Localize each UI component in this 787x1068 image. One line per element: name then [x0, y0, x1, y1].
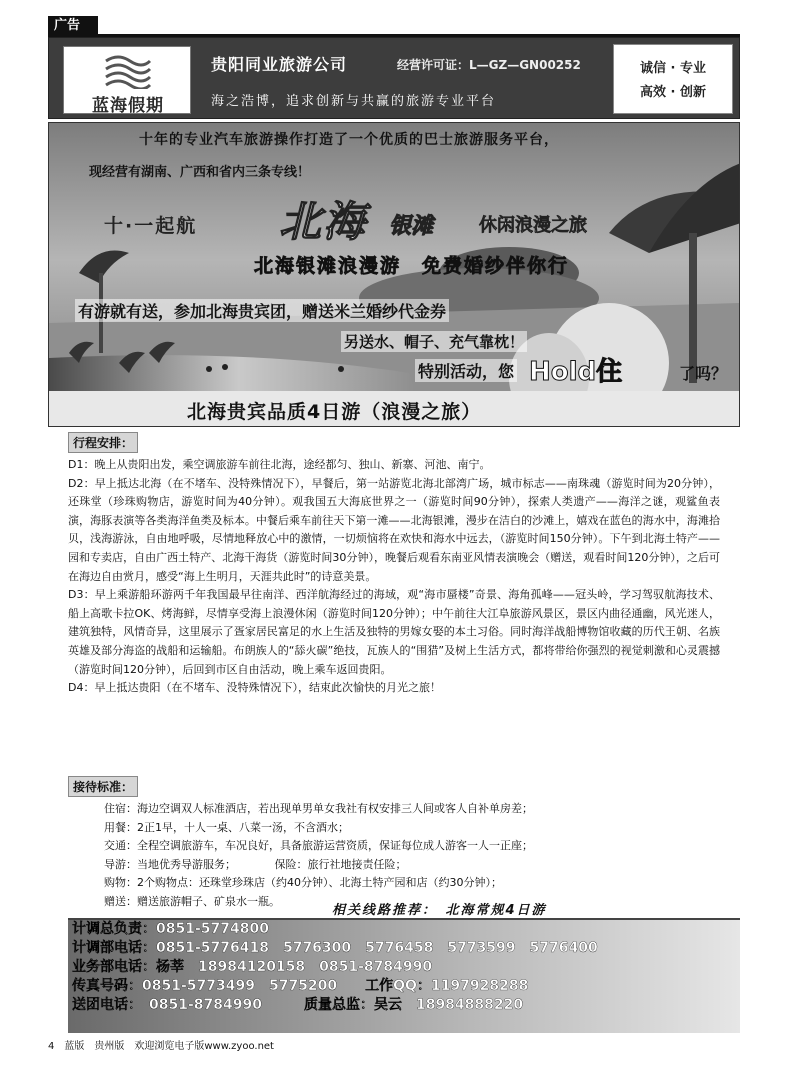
company-slogan: 海之浩博，追求创新与共赢的旅游专业平台 [211, 94, 497, 109]
contact-line: 送团电话： 0851-8784990 质量总监：吴云 18984888220 [72, 997, 524, 1013]
itinerary-section [68, 432, 720, 698]
standard-item: 用餐：2正1早，十人一桌、八菜一汤，不含酒水； [104, 820, 349, 834]
title-leisure: 休闲浪漫之旅 [479, 215, 587, 236]
itinerary-day: D1：晚上从贵阳出发，乘空调旅游车前往北海，途经都匀、独山、新寨、河池、南宁。 [68, 458, 491, 471]
question-text: 了吗？ [679, 364, 728, 383]
promo-headline: 北海银滩浪漫游 免费婚纱伴你行 [254, 255, 570, 277]
wave-logo-icon [104, 53, 152, 89]
free-gift-text: 有游就有送，参加北海贵宾团，赠送米兰婚纱代金券 [75, 299, 449, 322]
intro-line: 现经营有湖南、广西和省内三条专线！ [89, 165, 311, 180]
section-label: 接待标准： [68, 776, 138, 797]
standards-section [68, 776, 720, 911]
hold-text: Hold住 [529, 357, 623, 387]
logo-text: 蓝海假期 [92, 96, 164, 116]
product-title: 北海贵宾品质4日游（浪漫之旅） [187, 401, 482, 423]
title-silver-beach: 银滩 [389, 214, 434, 239]
standard-item: 购物：2个购物点：还珠堂珍珠店（约40分钟）、北海土特产园和店（约30分钟）； [104, 876, 502, 889]
standard-item: 住宿：海边空调双人标准酒店，若出现单男单女我社有权安排三人间或客人自补单房差； [104, 802, 533, 815]
special-event-text: 特别活动，您 [415, 359, 517, 382]
related-route: 相关线路推荐： 北海常规4日游 [332, 903, 547, 918]
contact-panel [68, 918, 740, 1033]
contact-line: 传真号码：0851-5773499 5775200 工作QQ：1197928288 [72, 978, 529, 994]
contact-line: 业务部电话：杨莘 18984120158 0851-8784990 [72, 959, 433, 975]
motto-line: 诚信 · 专业 [640, 61, 706, 76]
standard-item: 赠送：赠送旅游帽子、矿泉水一瓶。 [104, 894, 280, 908]
company-logo [63, 46, 191, 114]
contact-line: 计调总负责：0851-5774800 [72, 921, 269, 937]
license-number: 经营许可证：L—GZ—GN00252 [397, 58, 581, 72]
motto-line: 高效 · 创新 [640, 85, 706, 100]
section-label: 行程安排： [68, 432, 138, 453]
extra-gift-text: 另送水、帽子、充气靠枕！ [341, 331, 527, 352]
standard-item: 导游：当地优秀导游服务； 保险：旅行社地接责任险； [104, 857, 407, 871]
ad-tag: 广告 [48, 16, 98, 36]
motto-box [613, 44, 733, 114]
itinerary-day: D2：早上抵达北海（在不堵车、没特殊情况下），早餐后，第一站游览北海北部湾广场，城市标志——南珠魂（游览时间为20分钟），还珠堂（珍珠购物店，游览时间为40分钟）。观我国五大海底世界之一（游览时间90分钟），探索人类遗产——海洋之谜，观鲨鱼表演，海豚表演等各类海洋鱼类及标本。中餐后乘车前往天下第一滩——北海银滩，漫步在洁白的沙滩上，嬉戏在蓝色的海水中，海滩拾贝，浅海游泳，自由地呼吸，尽情地释放心中的激情，一切烦恼将在欢快和海水中远去，（游览时间150分钟）。下午到北海土特产——园和专卖店，自由广西土特产、北海干海货（游览时间30分钟），晚餐后观看东南亚风情表演晚会（赠送，观看时间120分钟），之后可在海边自由赏月，感受“海上生明月，天涯共此时”的诗意美景。 [68, 476, 720, 583]
company-name: 贵阳同业旅游公司 [211, 55, 348, 74]
title-beihai: 北海 [279, 197, 368, 246]
contact-line: 计调部电话：0851-5776418 5776300 5776458 5773599 5776400 [72, 940, 598, 956]
departure-date: 十·一起航 [104, 215, 198, 237]
company-header [48, 37, 740, 119]
page-footer: 4 蓝版 贵州版 欢迎浏览电子版www.zyoo.net [48, 1041, 274, 1052]
intro-line: 十年的专业汽车旅游操作打造了一个优质的巴士旅游服务平台， [139, 132, 559, 148]
standard-item: 交通：全程空调旅游车，车况良好，具备旅游运营资质，保证每位成人游客一人一正座； [104, 839, 533, 852]
promo-banner [48, 122, 740, 427]
itinerary-day: D4：早上抵达贵阳（在不堵车、没特殊情况下），结束此次愉快的月光之旅！ [68, 681, 441, 695]
itinerary-day: D3：早上乘游船环游两千年我国最早往南洋、西洋航海经过的海域，观“海市蜃楼”奇景、海角孤峰——冠头岭，学习驾驭航海技术、船上高歌卡拉OK、烤海鲜，尽情享受海上浪漫休闲（游览时间120分钟）；中午前往大江阜旅游风景区，景区内曲径通幽，风光迷人，建筑独特，风情奇异，这里展示了疍家居民富足的水上生活及独特的男嫁女娶的本土习俗。同时海洋战船博物馆收藏的历代王朝、名族英雄及部分海盗的战船和运输船。布朗族人的“舔火碳”绝技，瓦族人的“围猎”及树上生活方式，都将带给你强烈的视觉刺激和心灵震撼（游览时间120分钟），后回到市区自由活动，晚上乘车返回贵阳。 [68, 588, 720, 676]
